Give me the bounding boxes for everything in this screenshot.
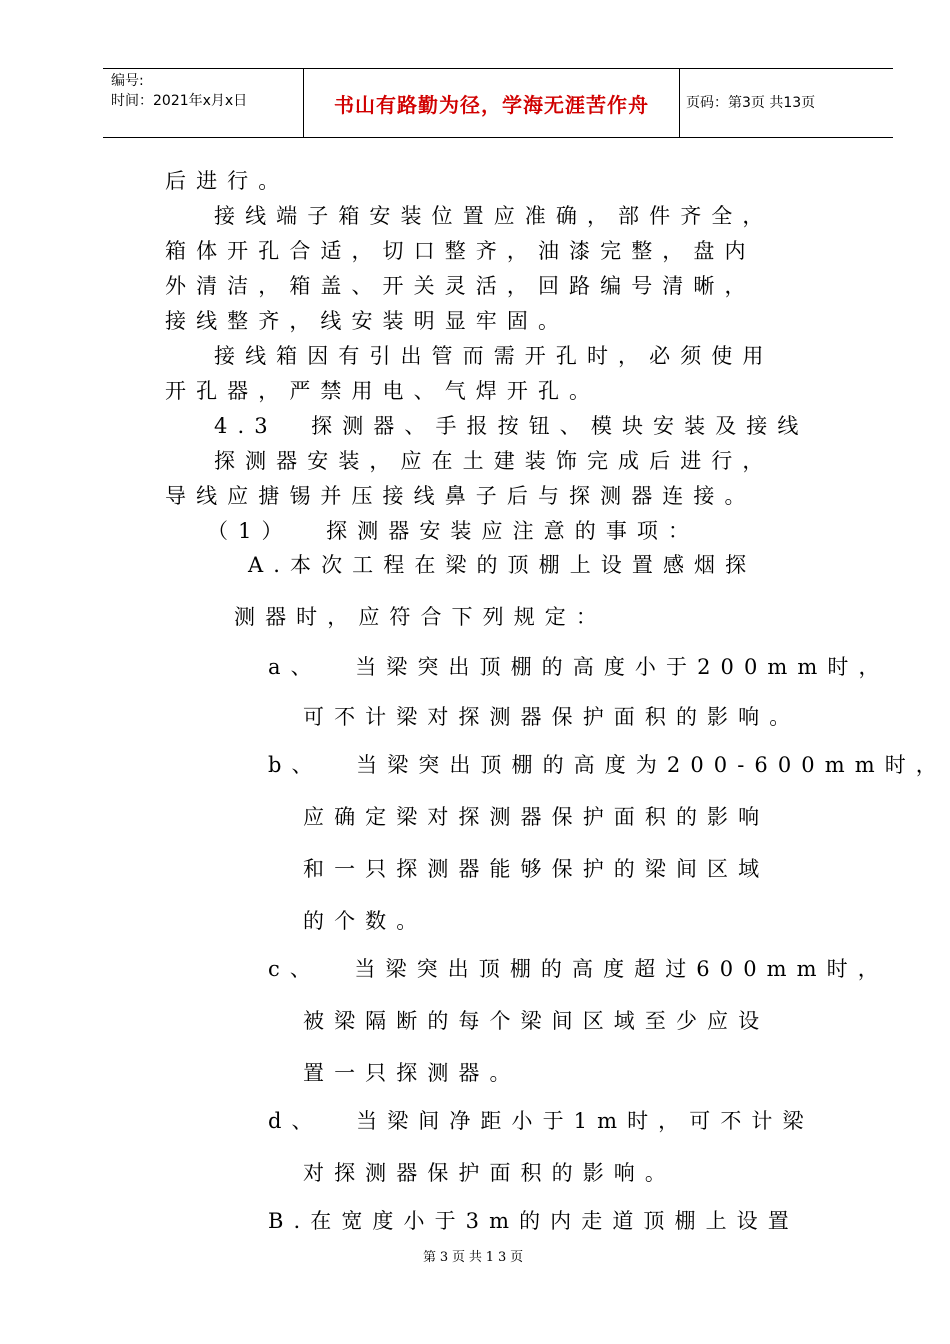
list-item-c: c、 当梁突出顶棚的高度超过600mm时，	[268, 957, 889, 981]
text-line: 导线应搪锡并压接线鼻子后与探测器连接。	[165, 484, 756, 508]
document-date: 时间：2021年x月x日	[111, 93, 248, 109]
list-item-a: a、 当梁突出顶棚的高度小于200mm时，	[268, 655, 890, 679]
text-line: 被梁隔断的每个梁间区域至少应设	[303, 1009, 770, 1033]
header-meta	[103, 69, 303, 137]
document-number-label: 编号:	[111, 73, 144, 89]
text-line: 开孔器，严禁用电、气焊开孔。	[165, 379, 601, 403]
text-line: 接线端子箱安装位置应准确，部件齐全，	[214, 204, 774, 228]
text-line: 探测器安装，应在土建装饰完成后进行，	[214, 449, 774, 473]
list-item-b: b、 当梁突出顶棚的高度为200-600mm时，	[268, 753, 947, 777]
text-line: B.在宽度小于3m的内走道顶棚上设置	[268, 1209, 799, 1233]
text-line: 接线整齐，线安装明显牢固。	[165, 309, 570, 333]
text-line: 和一只探测器能够保护的梁间区域	[303, 857, 770, 881]
page-footer: 第3页共13页	[422, 1250, 528, 1265]
header-motto-cell	[303, 69, 680, 137]
text-line: A.本次工程在梁的顶棚上设置感烟探	[248, 553, 757, 577]
text-line: 测器时，应符合下列规定：	[234, 605, 607, 629]
list-item-d: d、 当梁间净距小于1m时，可不计梁	[268, 1109, 814, 1133]
text-line: 的个数。	[303, 909, 428, 933]
subsection-heading: （1） 探测器安装应注意的事项：	[207, 519, 700, 543]
header-page-cell	[678, 69, 901, 137]
text-line: 置一只探测器。	[303, 1061, 521, 1085]
text-line: 箱体开孔合适，切口整齐，油漆完整，盘内	[165, 239, 756, 263]
text-line: 后进行。	[165, 169, 290, 193]
header-page-code: 页码：第3页 共13页	[686, 95, 816, 111]
text-line: 可不计梁对探测器保护面积的影响。	[303, 705, 801, 729]
header-motto: 书山有路勤为径，学海无涯苦作舟	[334, 92, 649, 117]
text-line: 应确定梁对探测器保护面积的影响	[303, 805, 770, 829]
text-line: 接线箱因有引出管而需开孔时，必须使用	[214, 344, 774, 368]
page-header	[103, 68, 893, 138]
text-line: 外清洁，箱盖、开关灵活，回路编号清晰，	[165, 274, 756, 298]
text-line: 对探测器保护面积的影响。	[303, 1161, 676, 1185]
section-heading: 4.3 探测器、手报按钮、模块安装及接线	[214, 414, 809, 438]
